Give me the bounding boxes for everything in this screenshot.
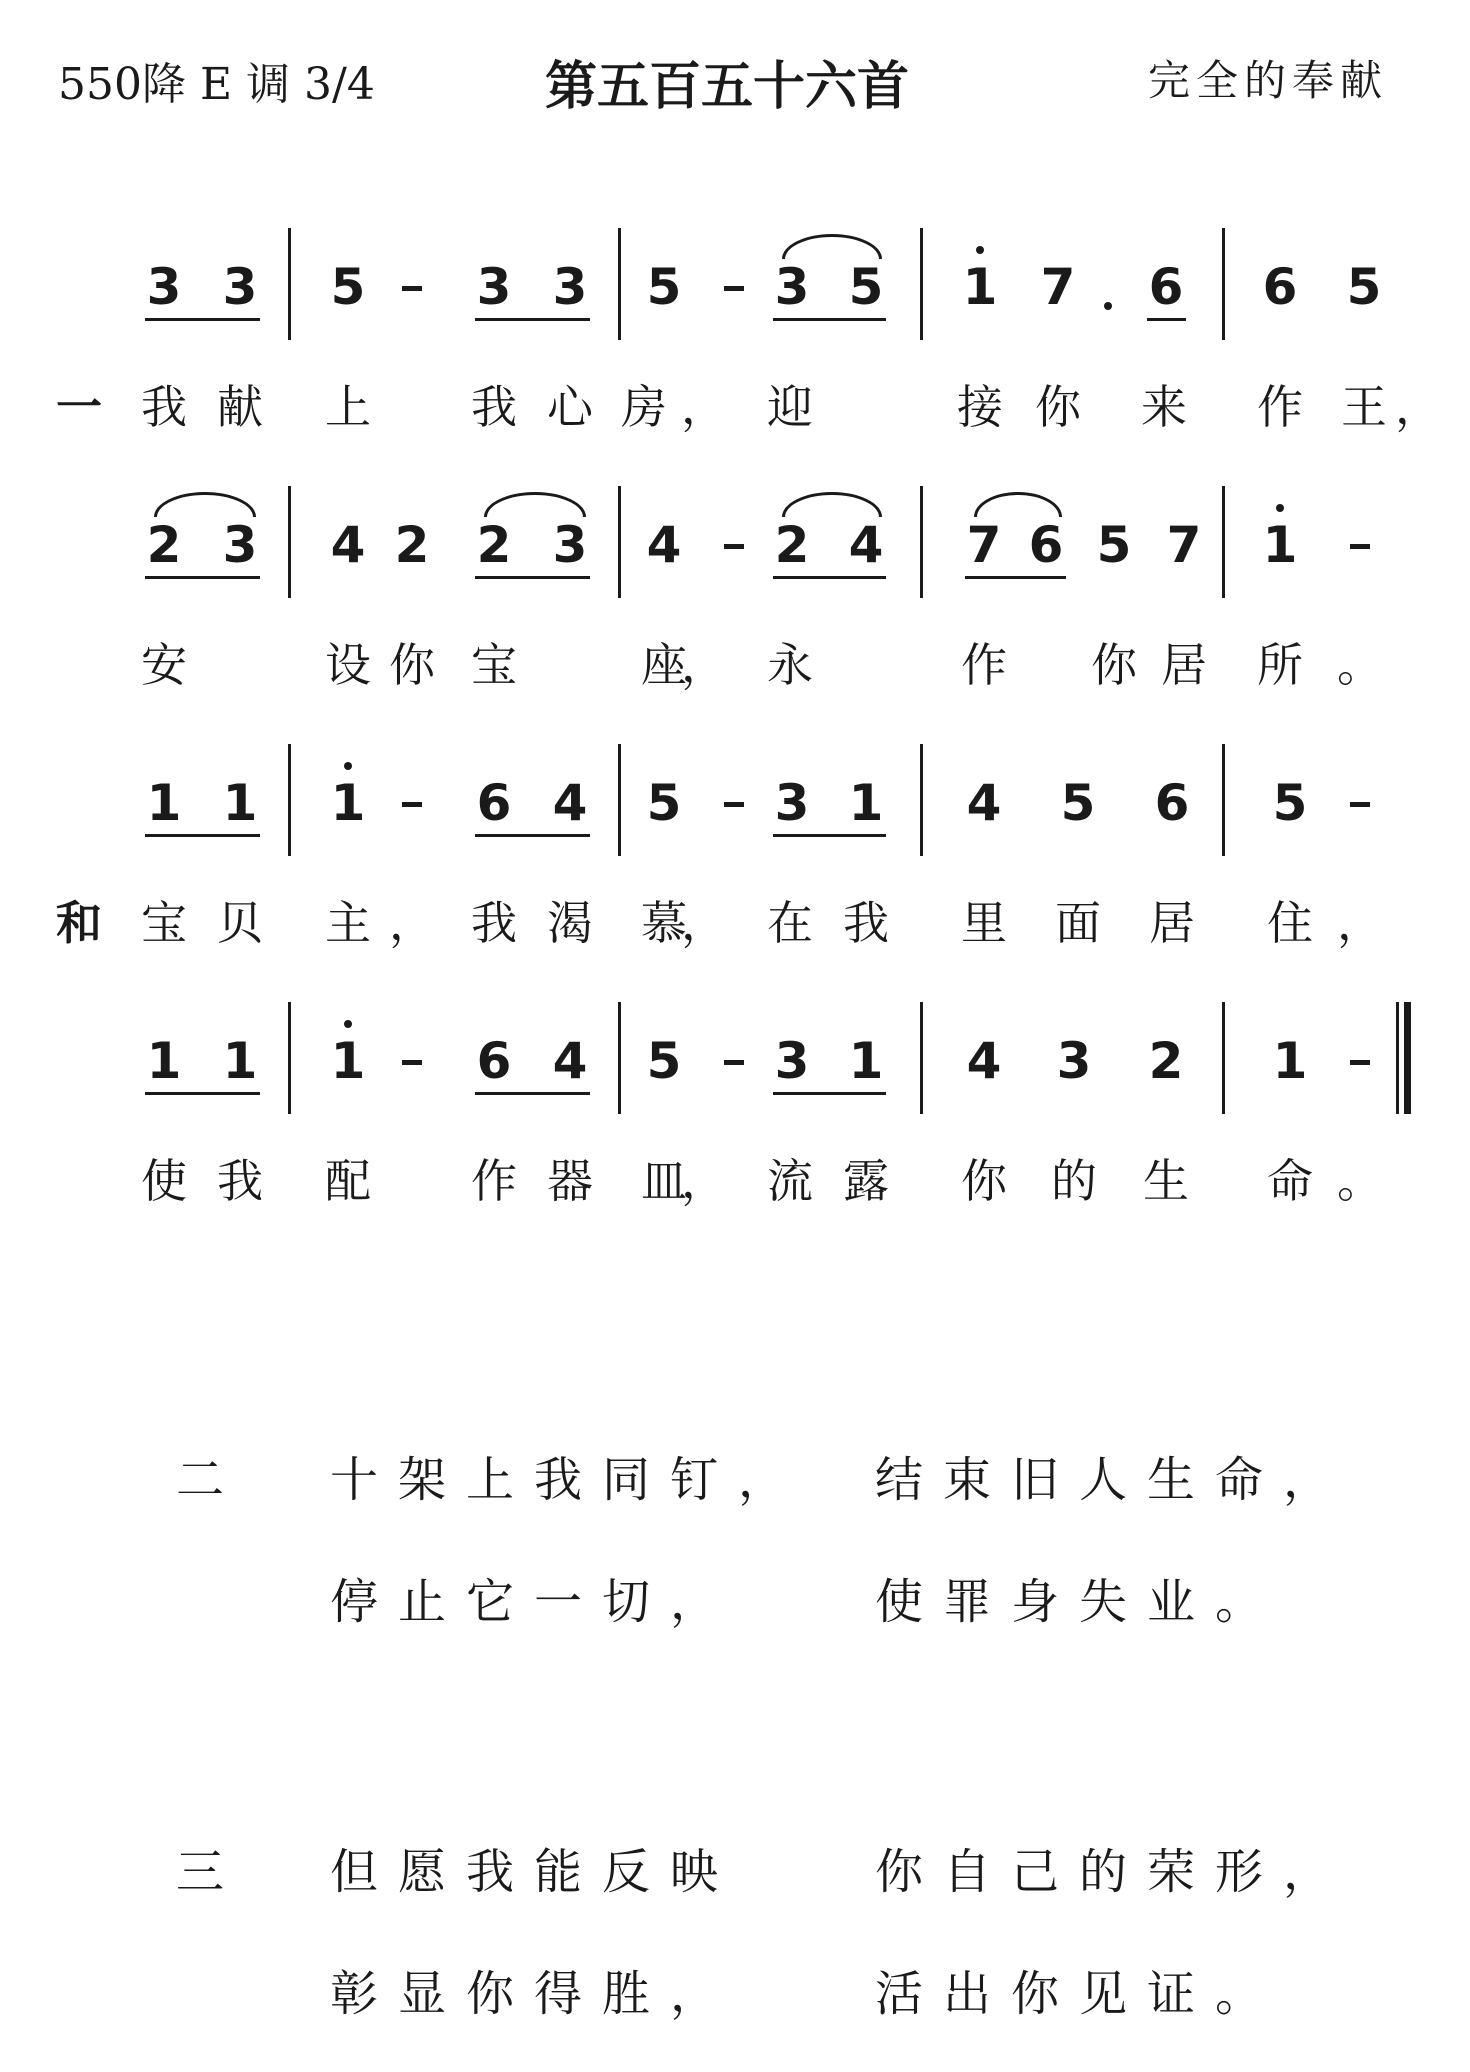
lyric-char: 永	[767, 638, 813, 692]
note: 7	[1166, 516, 1202, 574]
eighth-underline	[475, 318, 590, 321]
lyric-char: 座	[641, 638, 687, 692]
lyric-char: 贝	[217, 896, 263, 950]
note: 5	[646, 774, 682, 832]
lyric-char: 。	[1337, 1154, 1383, 1208]
lyric-char: 你	[1035, 380, 1081, 434]
note: 1	[960, 262, 1000, 312]
lyric-char: 我	[843, 896, 889, 950]
note: 5	[1060, 774, 1096, 832]
lyric-char: 。	[1337, 638, 1383, 692]
note: 6	[476, 1032, 512, 1090]
lyric-char: 接	[957, 380, 1003, 434]
lyric-char: 住	[1267, 896, 1313, 950]
barline	[288, 486, 291, 598]
note: 1	[222, 774, 258, 832]
note: 6	[1028, 516, 1064, 574]
note: 2	[774, 516, 810, 574]
lyric-char: 居	[1161, 638, 1207, 692]
note: 5	[330, 258, 366, 316]
duration-dash	[724, 1060, 744, 1065]
lyric-char: 我	[141, 380, 187, 434]
verse-number-2: 二	[176, 1452, 225, 1508]
lyric-char: 我	[471, 380, 517, 434]
verse-3-line-1b: 你自己的荣形，	[875, 1844, 1352, 1900]
lyric-char: 露	[843, 1154, 889, 1208]
note: 3	[1056, 1032, 1092, 1090]
note: 6	[476, 774, 512, 832]
note: 1	[1260, 520, 1300, 570]
eighth-underline	[145, 576, 260, 579]
note: 3	[774, 258, 810, 316]
verse-3-line-2b: 活出你见证。	[875, 1966, 1284, 2022]
barline	[920, 486, 923, 598]
lyric-char: 生	[1143, 1154, 1189, 1208]
note: 4	[966, 1032, 1002, 1090]
high-octave-dot	[344, 762, 352, 770]
lyric-char: 里	[961, 896, 1007, 950]
barline	[1222, 228, 1225, 340]
barline	[618, 486, 621, 598]
duration-dash	[1350, 1060, 1370, 1065]
hymn-title-number: 第五百五十六首	[545, 57, 910, 117]
lyric-char: 迎	[767, 380, 813, 434]
note: 1	[222, 1032, 258, 1090]
high-octave-dot	[1276, 504, 1284, 512]
slur-arc	[974, 492, 1062, 517]
lyric-char: 所	[1257, 638, 1303, 692]
note: 5	[646, 1032, 682, 1090]
barline	[618, 1002, 621, 1114]
lyric-char: 你	[1091, 638, 1137, 692]
eighth-underline	[145, 1092, 260, 1095]
note: 6	[1154, 774, 1190, 832]
verse-number-3: 三	[176, 1844, 225, 1900]
lyric-char: 主	[325, 896, 371, 950]
hymn-title: 完全的奉献	[1148, 56, 1389, 105]
lyric-char: 的	[1051, 1154, 1097, 1208]
verse-3-line-2a: 彰显你得胜，	[330, 1966, 739, 2022]
barline	[920, 228, 923, 340]
barline	[618, 744, 621, 856]
lyric-char: 皿	[641, 1154, 687, 1208]
note: 2	[394, 516, 430, 574]
lyric-char: 安	[141, 638, 187, 692]
duration-dash	[402, 1060, 422, 1065]
eighth-underline	[475, 576, 590, 579]
lyric-char: ，	[681, 638, 727, 692]
note: 1	[146, 1032, 182, 1090]
duration-dash	[402, 802, 422, 807]
barline	[1222, 1002, 1225, 1114]
eighth-underline	[145, 834, 260, 837]
lyric-char: 来	[1141, 380, 1187, 434]
note: 5	[646, 258, 682, 316]
lyric-char: 我	[217, 1154, 263, 1208]
note: 1	[146, 774, 182, 832]
note: 5	[1346, 258, 1382, 316]
note: 5	[1272, 774, 1308, 832]
note: 1	[848, 1032, 884, 1090]
lyric-char: 使	[141, 1154, 187, 1208]
duration-dash	[724, 544, 744, 549]
eighth-underline	[475, 834, 590, 837]
note: 4	[552, 1032, 588, 1090]
lyric-char: 心	[547, 380, 593, 434]
note: 2	[476, 516, 512, 574]
lyric-char: ，	[1395, 380, 1441, 434]
lyric-char: 器	[547, 1154, 593, 1208]
lyric-char: 设	[325, 638, 371, 692]
note: 6	[1262, 258, 1298, 316]
eighth-underline	[965, 576, 1066, 579]
barline	[1222, 486, 1225, 598]
lyric-char: 献	[217, 380, 263, 434]
lyric-char: 作	[471, 1154, 517, 1208]
high-octave-dot	[976, 246, 984, 254]
lyric-char: ，	[389, 896, 435, 950]
note: 4	[646, 516, 682, 574]
duration-dash	[402, 286, 422, 291]
lyric-char: 王	[1341, 380, 1387, 434]
duration-dash	[724, 802, 744, 807]
lyric-char: 你	[389, 638, 435, 692]
verse-2-line-1a: 十架上我同钉，	[330, 1452, 807, 1508]
lyric-char: 作	[1257, 380, 1303, 434]
barline	[1222, 744, 1225, 856]
lyric-char: 你	[961, 1154, 1007, 1208]
note: 6	[1148, 258, 1184, 316]
note: 1	[328, 1036, 368, 1086]
barline	[920, 744, 923, 856]
lyric-char: 渴	[547, 896, 593, 950]
barline	[288, 228, 291, 340]
lyric-char: 配	[325, 1154, 371, 1208]
slur-arc	[484, 492, 586, 517]
duration-dash	[1350, 544, 1370, 549]
note: 4	[552, 774, 588, 832]
augmentation-dot	[1104, 302, 1112, 310]
barline	[920, 1002, 923, 1114]
lyric-char: ，	[681, 896, 727, 950]
note: 1	[848, 774, 884, 832]
lyric-char: 宝	[141, 896, 187, 950]
eighth-underline	[773, 576, 886, 579]
final-barline-thin	[1396, 1002, 1399, 1114]
note: 5	[1096, 516, 1132, 574]
barline	[288, 1002, 291, 1114]
verse-2-line-1b: 结束旧人生命，	[875, 1452, 1352, 1508]
verse-3-line-1a: 但愿我能反映	[330, 1844, 739, 1900]
lyric-char: 宝	[471, 638, 517, 692]
note: 3	[552, 516, 588, 574]
lyric-char: 房	[621, 380, 667, 434]
verse-number: 和	[56, 896, 102, 950]
note: 3	[774, 774, 810, 832]
barline	[288, 744, 291, 856]
lyric-char: 在	[767, 896, 813, 950]
high-octave-dot	[344, 1020, 352, 1028]
duration-dash	[1350, 802, 1370, 807]
eighth-underline	[773, 318, 886, 321]
note: 3	[774, 1032, 810, 1090]
eighth-underline	[1147, 318, 1186, 321]
verse-2-line-2a: 停止它一切，	[330, 1574, 739, 1630]
slur-arc	[782, 492, 882, 517]
verse-2-line-2b: 使罪身失业。	[875, 1574, 1284, 1630]
note: 3	[146, 258, 182, 316]
hymn-number-key-time: 550降 E 调 3/4	[58, 59, 375, 110]
barline	[618, 228, 621, 340]
note: 4	[966, 774, 1002, 832]
note: 3	[222, 516, 258, 574]
lyric-char: 命	[1267, 1154, 1313, 1208]
lyric-char: 流	[767, 1154, 813, 1208]
duration-dash	[724, 286, 744, 291]
lyric-char: ，	[1337, 896, 1383, 950]
note: 4	[330, 516, 366, 574]
note: 2	[146, 516, 182, 574]
eighth-underline	[475, 1092, 590, 1095]
note: 7	[966, 516, 1002, 574]
note: 3	[222, 258, 258, 316]
final-barline-thick	[1404, 1002, 1411, 1114]
lyric-char: ，	[681, 380, 727, 434]
lyric-char: 作	[961, 638, 1007, 692]
lyric-char: 面	[1055, 896, 1101, 950]
eighth-underline	[773, 1092, 886, 1095]
slur-arc	[154, 492, 256, 517]
lyric-char: 上	[325, 380, 371, 434]
verse-number: 一	[56, 380, 102, 434]
note: 3	[476, 258, 512, 316]
note: 1	[1272, 1032, 1308, 1090]
note: 2	[1148, 1032, 1184, 1090]
slur-arc	[782, 234, 882, 259]
lyric-char: 慕	[641, 896, 687, 950]
note: 1	[328, 778, 368, 828]
note: 4	[848, 516, 884, 574]
eighth-underline	[145, 318, 260, 321]
note: 7	[1040, 258, 1076, 316]
note: 5	[848, 258, 884, 316]
lyric-char: 我	[471, 896, 517, 950]
lyric-char: ，	[681, 1154, 727, 1208]
note: 3	[552, 258, 588, 316]
eighth-underline	[773, 834, 886, 837]
lyric-char: 居	[1149, 896, 1195, 950]
